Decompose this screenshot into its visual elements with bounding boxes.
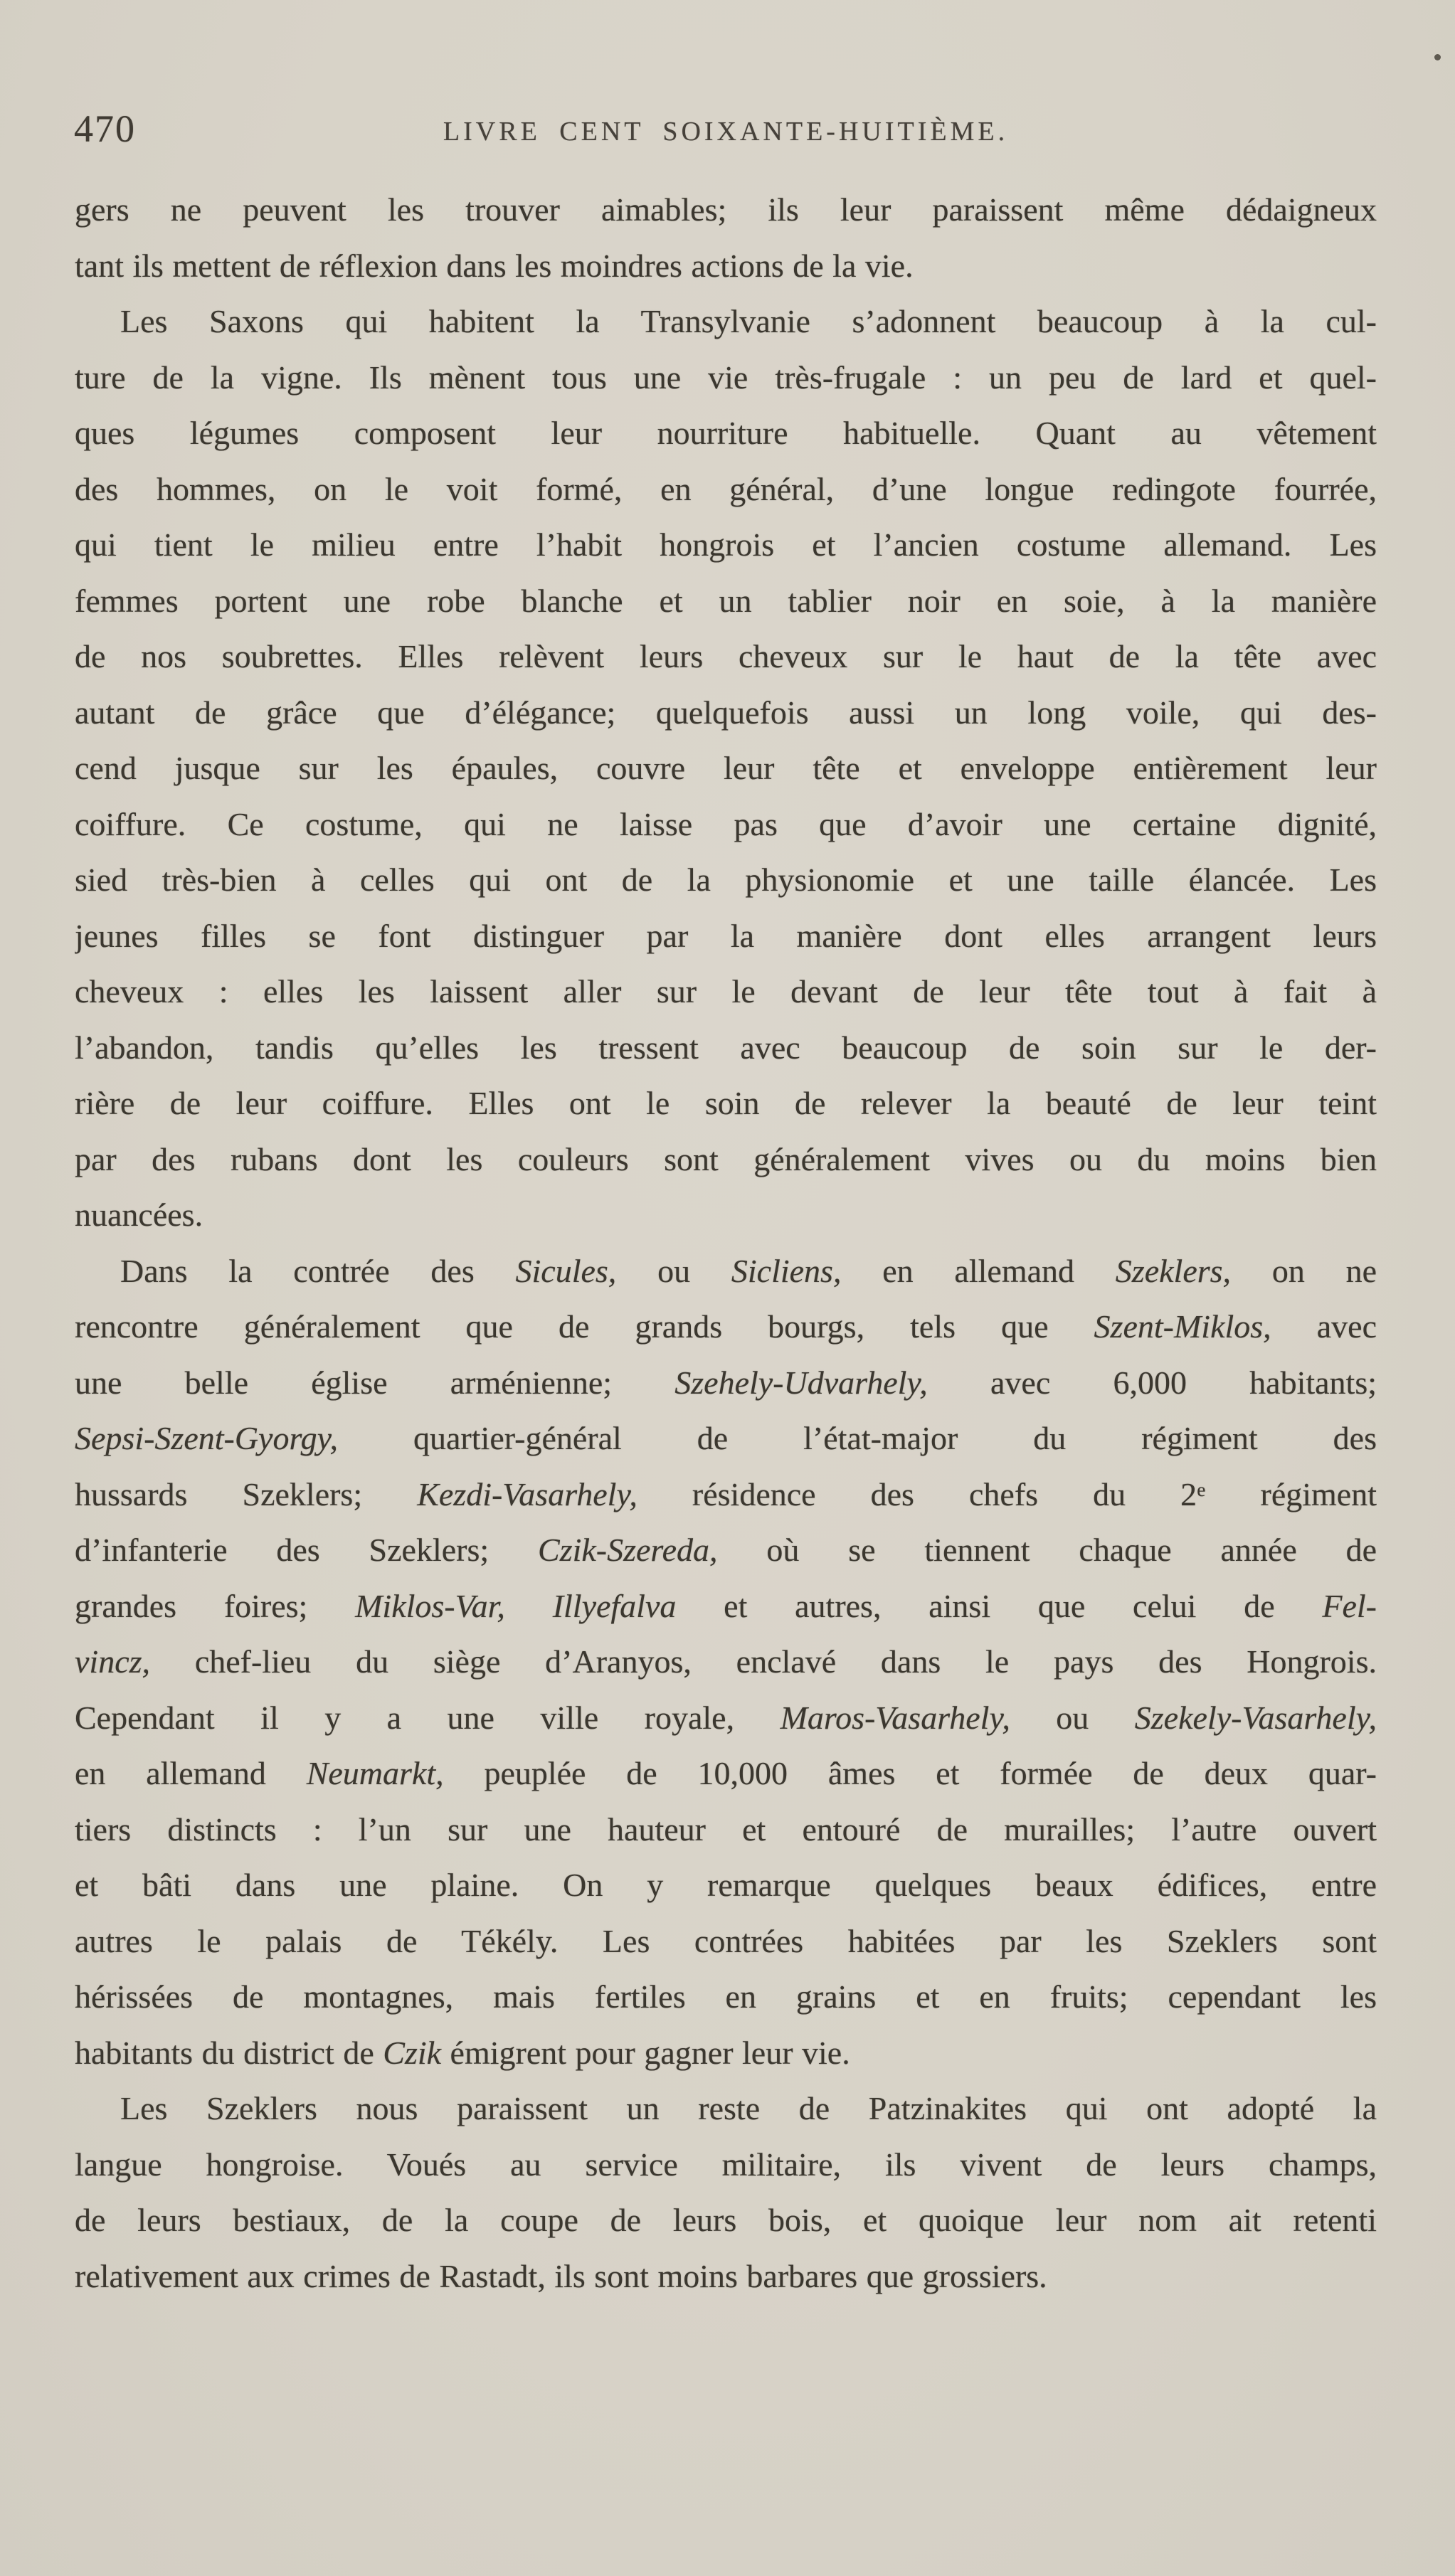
text-line [75, 2137, 1377, 2193]
text-line [75, 1076, 1377, 1132]
place-name-italic: Sepsi-Szent-Gyorgy, [75, 1420, 339, 1456]
text-segment: coiffure. Ce costume, qui ne laisse pas que d’avoir une certaine dignité, [75, 805, 1377, 842]
place-name-italic: Czik [383, 2034, 442, 2071]
text-segment: hussards Szeklers; [75, 1475, 418, 1512]
place-name-italic: Czik-Szereda, [538, 1532, 718, 1568]
text-line [75, 406, 1377, 462]
text-segment: quartier-général de l’état-major du régiment des [338, 1420, 1377, 1456]
place-name-italic: Szent-Miklos, [1094, 1308, 1271, 1345]
place-name-italic: Neumarkt, [306, 1755, 444, 1791]
text-segment: des hommes, on le voit formé, en général, d’une longue redingote fourrée, [75, 470, 1377, 507]
text-line [75, 1467, 1377, 1523]
text-segment: émigrent pour gagner leur vie. [441, 2034, 850, 2071]
text-segment: où se tiennent chaque année de [717, 1532, 1377, 1568]
text-line [75, 1187, 1377, 1244]
text-segment: rencontre généralement que de grands bourgs, tels que [75, 1308, 1094, 1345]
text-segment: chef-lieu du siège d’Aranyos, enclavé dans le pays des Hongrois. [150, 1643, 1377, 1680]
text-segment: Dans la contrée des [120, 1252, 516, 1289]
text-segment: une belle église arménienne; [75, 1364, 675, 1401]
text-line [75, 2081, 1377, 2137]
text-line [75, 1690, 1377, 1747]
text-segment: de leurs bestiaux, de la coupe de leurs bois, et quoique leur nom ait retenti [75, 2202, 1377, 2238]
place-name-italic: vincz, [75, 1643, 151, 1680]
text-segment: ques légumes composent leur nourriture habituelle. Quant au vêtement [75, 415, 1377, 451]
text-line [75, 517, 1377, 573]
text-line [75, 1857, 1377, 1914]
text-segment: en allemand [75, 1755, 307, 1791]
text-segment: cheveux : elles les laissent aller sur le devant de leur tête tout à fait à [75, 973, 1377, 1009]
text-segment: peuplée de 10,000 âmes et formée de deux quar- [443, 1755, 1377, 1791]
text-segment: avec 6,000 habitants; [927, 1364, 1377, 1401]
text-segment: rière de leur coiffure. Elles ont le soin de relever la beauté de leur teint [75, 1085, 1377, 1121]
text-line [75, 1802, 1377, 1858]
text-line [75, 1299, 1377, 1355]
text-segment: résidence des chefs du 2 [637, 1475, 1197, 1512]
text-line [75, 852, 1377, 908]
text-segment: qui tient le milieu entre l’habit hongrois et l’ancien costume allemand. Les [75, 526, 1377, 563]
text-segment: et bâti dans une plaine. On y remarque quelques beaux édifices, entre [75, 1867, 1377, 1903]
text-segment: relativement aux crimes de Rastadt, ils sont moins barbares que grossiers. [75, 2257, 1047, 2294]
text-line [75, 1579, 1377, 1635]
text-segment: grandes foires; [75, 1587, 356, 1624]
text-line [75, 1522, 1377, 1579]
text-line [75, 1914, 1377, 1970]
place-name-italic: Sicules, [515, 1252, 617, 1289]
text-segment: d’infanterie des Szeklers; [75, 1532, 539, 1568]
text-segment: ou [616, 1252, 731, 1289]
text-segment: femmes portent une robe blanche et un tablier noir en soie, à la manière [75, 582, 1377, 619]
text-segment: par des rubans dont les couleurs sont généralement vives ou du moins bien [75, 1140, 1377, 1177]
text-segment: on ne [1231, 1252, 1377, 1289]
text-segment: Les Szeklers nous paraissent un reste de Patzinakites qui ont adopté la [120, 2090, 1377, 2126]
text-line [75, 964, 1377, 1020]
text-segment: langue hongroise. Voués au service militaire, ils vivent de leurs champs, [75, 2146, 1377, 2183]
text-line [75, 2249, 1377, 2305]
ordinal-superscript: e [1197, 1478, 1206, 1501]
text-segment: avec [1271, 1308, 1377, 1345]
text-segment: de nos soubrettes. Elles relèvent leurs cheveux sur le haut de la tête avec [75, 638, 1377, 674]
place-name-italic: Szekely-Vasarhely, [1134, 1699, 1377, 1736]
text-segment: en allemand [841, 1252, 1116, 1289]
place-name-italic: Szehely-Udvarhely, [674, 1364, 928, 1401]
text-segment: régiment [1205, 1475, 1377, 1512]
text-segment: Cependant il y a une ville royale, [75, 1699, 781, 1736]
place-name-italic: Kezdi-Vasarhely, [417, 1475, 637, 1512]
text-line [75, 294, 1377, 350]
text-segment: habitants du district de [75, 2034, 383, 2071]
place-name-italic: Szeklers, [1115, 1252, 1232, 1289]
text-segment: autres le palais de Tékély. Les contrées habitées par les Szeklers sont [75, 1922, 1377, 1959]
text-line [75, 1411, 1377, 1467]
text-line [75, 1969, 1377, 2025]
text-line [75, 629, 1377, 685]
text-line [75, 797, 1377, 853]
text-segment: tant ils mettent de réflexion dans les moindres actions de la vie. [75, 247, 914, 284]
text-line [75, 350, 1377, 406]
text-line [75, 741, 1377, 797]
text-line [75, 462, 1377, 518]
text-segment: tiers distincts : l’un sur une hauteur et entouré de murailles; l’autre ouvert [75, 1811, 1377, 1848]
text-segment: cend jusque sur les épaules, couvre leur tête et enveloppe entièrement leur [75, 750, 1377, 786]
text-segment: et autres, ainsi que celui de [676, 1587, 1323, 1624]
text-line [75, 573, 1377, 630]
text-line [75, 685, 1377, 741]
running-header: LIVRE CENT SOIXANTE-HUITIÈME. [443, 117, 1009, 147]
text-line [75, 1132, 1377, 1188]
place-name-italic: Miklos-Var, Illyefalva [355, 1587, 677, 1624]
text-segment: ture de la vigne. Ils mènent tous une vie très-frugale : un peu de lard et quel- [75, 359, 1377, 396]
text-line [75, 1244, 1377, 1300]
ink-speck [1434, 54, 1441, 60]
text-line [75, 1746, 1377, 1802]
text-segment: jeunes filles se font distinguer par la manière dont elles arrangent leurs [75, 917, 1377, 954]
text-segment: sied très-bien à celles qui ont de la physionomie et une taille élancée. Les [75, 862, 1377, 898]
text-line [75, 1355, 1377, 1411]
page-number: 470 [74, 107, 136, 150]
text-segment: autant de grâce que d’élégance; quelquefois aussi un long voile, qui des- [75, 694, 1377, 731]
place-name-italic: Maros-Vasarhely, [780, 1699, 1010, 1736]
text-block [75, 182, 1377, 2304]
text-segment: l’abandon, tandis qu’elles les tressent avec beaucoup de soin sur le der- [75, 1029, 1377, 1066]
text-segment: gers ne peuvent les trouver aimables; ils leur paraissent même dédaigneux [75, 191, 1377, 228]
text-segment: hérissées de montagnes, mais fertiles en grains et en fruits; cependant les [75, 1978, 1377, 2015]
text-line [75, 2025, 1377, 2082]
text-line [75, 1020, 1377, 1076]
place-name-italic: Sicliens, [731, 1252, 842, 1289]
text-line [75, 2193, 1377, 2249]
text-segment: Les Saxons qui habitent la Transylvanie s’adonnent beaucoup à la cul- [120, 303, 1377, 339]
place-name-italic: Fel- [1322, 1587, 1377, 1624]
text-segment: ou [1010, 1699, 1135, 1736]
text-line [75, 182, 1377, 238]
text-line [75, 908, 1377, 965]
text-segment: nuancées. [75, 1197, 203, 1233]
text-line [75, 1634, 1377, 1690]
text-line [75, 238, 1377, 295]
